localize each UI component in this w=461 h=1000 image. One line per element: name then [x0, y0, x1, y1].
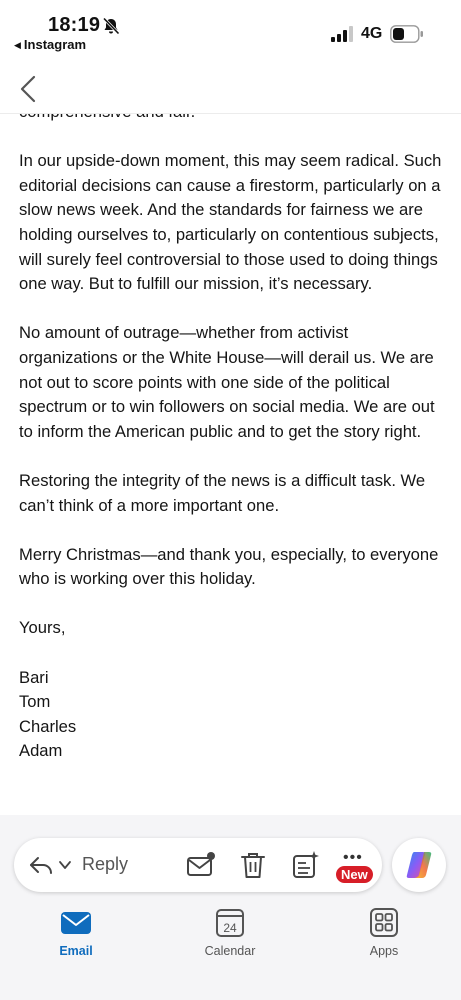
- calendar-icon: [214, 908, 246, 938]
- reply-button[interactable]: Reply: [82, 854, 129, 874]
- status-time: 18:19: [48, 14, 101, 36]
- back-chevron-icon[interactable]: [14, 74, 44, 104]
- battery-icon: [390, 25, 424, 43]
- network-type: 4G: [361, 25, 383, 42]
- copilot-summary-icon[interactable]: [290, 850, 320, 880]
- paragraph: Restoring the integrity of the news is a difficult task. We can’t think of a more important one.: [19, 470, 426, 515]
- signature-name: Charles: [19, 716, 77, 736]
- tab-apps-label: Apps: [369, 944, 399, 958]
- back-to-app-link[interactable]: [14, 37, 86, 52]
- silent-bell-icon: [101, 16, 121, 36]
- more-dots-icon: •••: [343, 849, 363, 866]
- email-icon: [60, 908, 92, 938]
- copilot-button[interactable]: [392, 838, 446, 892]
- tab-apps[interactable]: [339, 908, 429, 968]
- closing: Yours,: [19, 618, 66, 638]
- signature-name: Bari: [19, 667, 49, 687]
- paragraph: No amount of outrage—whether from activist organizations or the White House—will derail us. We are not out to score points with one side of the political spectrum or to win followers on social media. We are out to inform the American public and to get the story right.: [19, 323, 435, 441]
- chevron-down-icon[interactable]: [58, 858, 72, 872]
- paragraph: In our upside-down moment, this may seem radical. Such editorial decisions can cause a firestorm, particularly on a slow news week. And the standards for fairness we are holding ourselves to, particularly on contentious subjects, will surely feel controversial to those used to doing things one way. But to fulfill our mission, it’s necessary.: [19, 151, 442, 294]
- more-options-button[interactable]: [334, 847, 376, 887]
- back-app-label: Instagram: [23, 37, 87, 52]
- mark-unread-icon[interactable]: [186, 851, 216, 879]
- email-text: [19, 100, 449, 764]
- delete-icon[interactable]: [239, 850, 267, 880]
- status-bar: [0, 0, 461, 60]
- email-body: [0, 100, 461, 815]
- tab-email[interactable]: [31, 908, 121, 968]
- cellular-signal-icon: [331, 26, 353, 42]
- back-triangle-icon: ◀: [14, 40, 21, 50]
- navigation-bar: [0, 62, 461, 114]
- paragraph: Merry Christmas—and thank you, especially, to everyone who is working over this holiday.: [19, 544, 439, 589]
- reply-icon[interactable]: [28, 853, 54, 877]
- signature-name: Tom: [19, 692, 51, 712]
- tab-email-label: Email: [59, 944, 93, 958]
- message-action-bar: [14, 838, 382, 892]
- apps-grid-icon: [368, 908, 400, 938]
- tab-calendar-label: Calendar: [204, 944, 256, 958]
- new-badge: New: [336, 866, 373, 883]
- copilot-icon: [403, 849, 435, 881]
- signature-name: Adam: [19, 741, 63, 761]
- calendar-date: 24: [223, 921, 237, 935]
- tab-calendar[interactable]: [185, 908, 275, 968]
